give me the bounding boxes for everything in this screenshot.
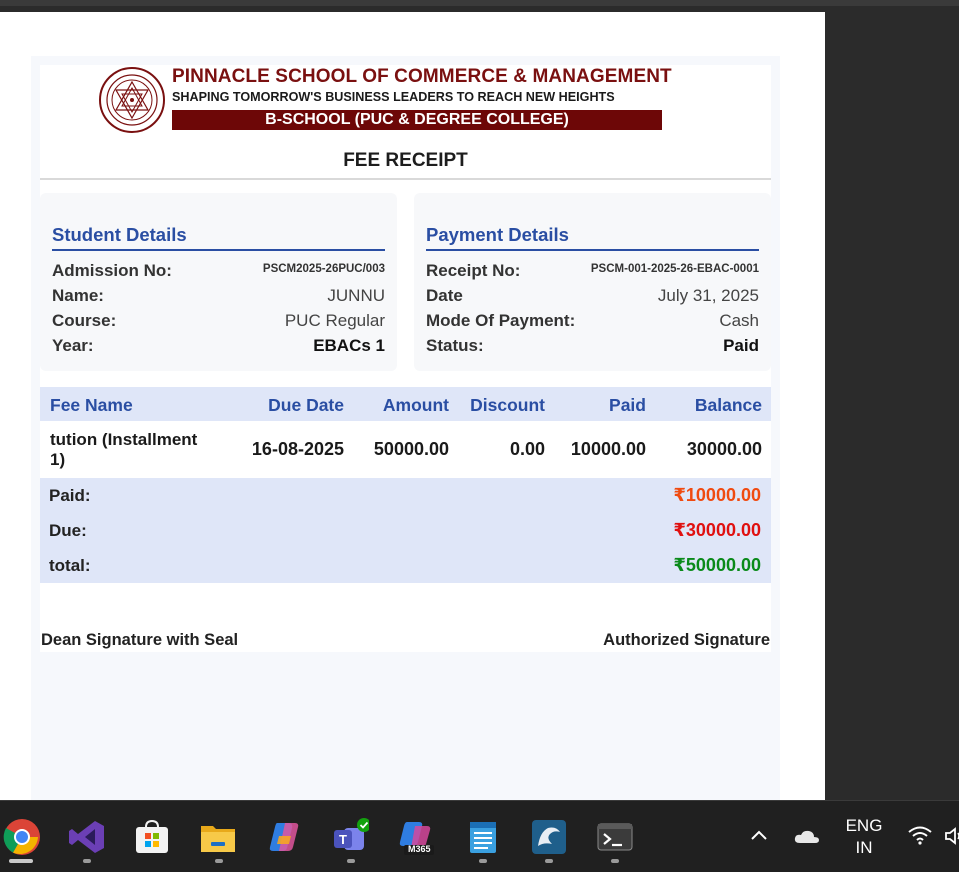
col-fee-name: Fee Name: [50, 395, 133, 415]
name-value: JUNNU: [327, 286, 385, 305]
name-label: Name:: [52, 286, 104, 305]
year-row: [52, 336, 385, 358]
name-row: [52, 286, 385, 308]
table-row: [40, 421, 771, 477]
card-divider: [52, 249, 385, 251]
status-row: [426, 336, 759, 358]
svg-text:T: T: [339, 832, 347, 847]
col-due-date: Due Date: [268, 395, 344, 415]
student-details-card: [40, 193, 397, 371]
app-indicator: [611, 859, 619, 863]
visual-studio-icon[interactable]: [68, 818, 106, 856]
payment-mode-row: [426, 311, 759, 333]
dean-signature-label: Dean Signature with Seal: [41, 631, 239, 649]
school-banner: B-SCHOOL (PUC & DEGREE COLLEGE): [172, 110, 662, 130]
summary-total-row: [40, 548, 771, 583]
region-code: IN: [855, 838, 873, 857]
card-divider: [426, 249, 759, 251]
date-value: July 31, 2025: [657, 286, 759, 305]
col-balance: Balance: [694, 395, 762, 415]
school-name: PINNACLE SCHOOL OF COMMERCE & MANAGEMENT: [172, 66, 672, 87]
col-paid: Paid: [609, 395, 646, 415]
notepad-icon[interactable]: [464, 818, 502, 856]
fee-table-header: [40, 387, 771, 421]
payment-mode-value: Cash: [719, 311, 759, 330]
school-seal-icon: [98, 66, 166, 134]
m365-label: M365: [408, 844, 431, 854]
col-discount: Discount: [470, 395, 545, 415]
course-row: [52, 311, 385, 333]
app-indicator: [83, 859, 91, 863]
language-indicator[interactable]: [840, 815, 888, 859]
app-indicator: [347, 859, 355, 863]
volume-icon[interactable]: [944, 826, 959, 846]
title-divider: [40, 178, 771, 180]
status-label: Status:: [426, 336, 484, 355]
col-amount: Amount: [382, 395, 449, 415]
summary-total-label: total:: [49, 556, 91, 575]
payment-details-title: Payment Details: [426, 224, 569, 245]
app-indicator: [215, 859, 223, 863]
receipt-no-value: PSCM-001-2025-26-EBAC-0001: [590, 263, 759, 275]
active-app-indicator: [9, 859, 33, 863]
date-label: Date: [426, 286, 463, 305]
admission-no-value: PSCM2025-26PUC/003: [262, 263, 385, 275]
receipt-header: [98, 66, 672, 136]
receipt-no-row: [426, 261, 759, 283]
m365-icon[interactable]: [397, 818, 435, 856]
course-value: PUC Regular: [284, 311, 385, 330]
summary-due-label: Due:: [49, 521, 87, 540]
paid-cell: 10000.00: [570, 439, 646, 459]
copilot-icon[interactable]: [265, 818, 303, 856]
payment-details-card: [414, 193, 771, 371]
balance-cell: 30000.00: [686, 439, 762, 459]
mysql-workbench-icon[interactable]: [530, 818, 568, 856]
window-top-edge: [0, 0, 959, 6]
summary-due-row: [40, 513, 771, 548]
admission-no-row: [52, 261, 385, 283]
wifi-icon[interactable]: [907, 824, 933, 846]
onedrive-cloud-icon[interactable]: [793, 826, 821, 846]
fee-name-line1: tution (Installment: [50, 430, 198, 449]
chevron-up-icon[interactable]: [749, 826, 769, 846]
due-date-cell: 16-08-2025: [251, 439, 344, 459]
status-value: Paid: [723, 336, 759, 355]
app-indicator: [545, 859, 553, 863]
year-value: EBACs 1: [313, 336, 385, 355]
app-indicator: [479, 859, 487, 863]
summary-paid-label: Paid:: [49, 486, 91, 505]
summary-due-value: ₹30000.00: [673, 520, 761, 540]
student-details-title: Student Details: [52, 224, 187, 245]
microsoft-store-icon[interactable]: [133, 818, 171, 856]
teams-icon[interactable]: [331, 818, 369, 856]
admission-no-label: Admission No:: [52, 261, 172, 280]
amount-cell: 50000.00: [373, 439, 449, 459]
authorized-signature-label: Authorized Signature: [603, 631, 770, 649]
discount-cell: 0.00: [509, 439, 545, 459]
chrome-icon[interactable]: [2, 817, 42, 857]
course-label: Course:: [52, 311, 117, 330]
fee-name-line2: 1): [50, 450, 66, 469]
file-explorer-icon[interactable]: [199, 818, 237, 856]
summary-paid-row: [40, 478, 771, 513]
language-code: ENG: [845, 816, 883, 835]
receipt-no-label: Receipt No:: [426, 261, 521, 280]
viewer-background: [825, 6, 959, 800]
terminal-icon[interactable]: [596, 818, 634, 856]
receipt-title: FEE RECEIPT: [343, 150, 468, 171]
summary-paid-value: ₹10000.00: [673, 485, 761, 505]
school-tagline: SHAPING TOMORROW'S BUSINESS LEADERS TO REACH NEW HEIGHTS: [172, 90, 615, 104]
date-row: [426, 286, 759, 308]
year-label: Year:: [52, 336, 94, 355]
summary-total-value: ₹50000.00: [673, 555, 761, 575]
payment-mode-label: Mode Of Payment:: [426, 311, 576, 330]
